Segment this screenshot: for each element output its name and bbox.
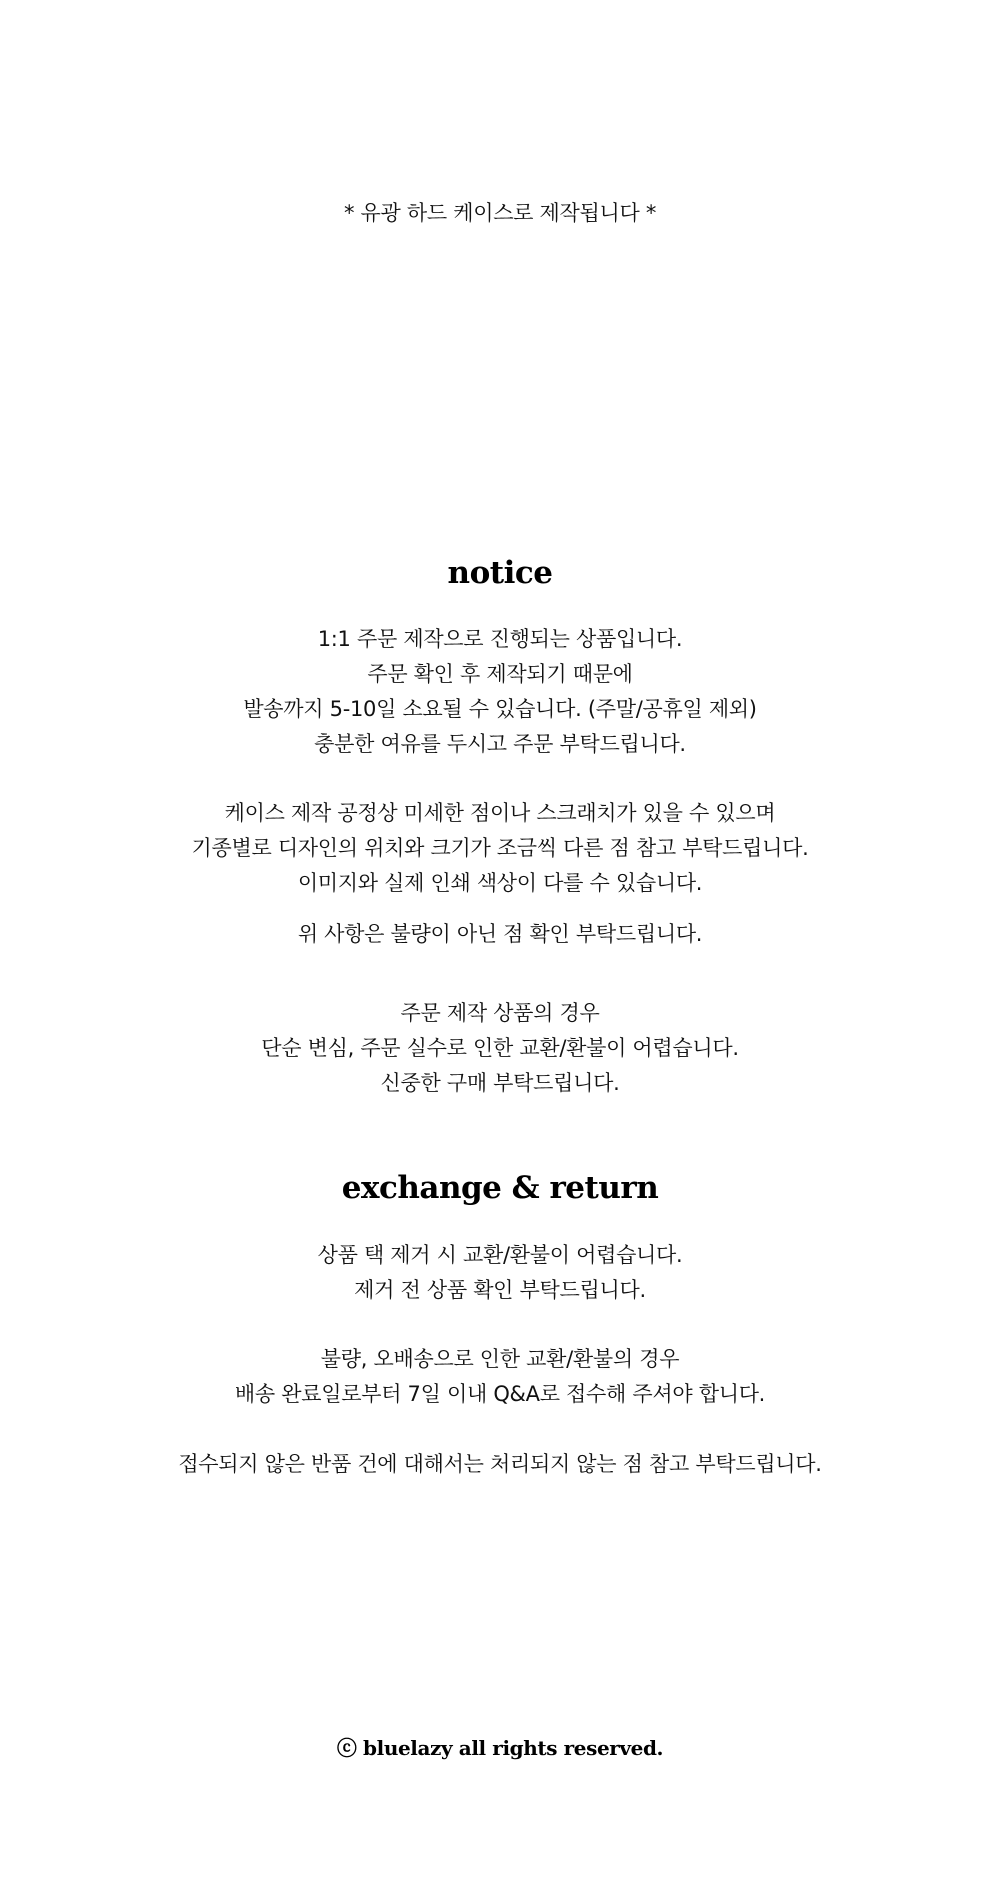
copyright-footer: ⓒ bluelazy all rights reserved. (336, 1736, 664, 1760)
exchange-line: 상품 택 제거 시 교환/환불이 어렵습니다. (317, 1243, 683, 1267)
notice-heading: notice (447, 555, 553, 591)
notice-line: 주문 확인 후 제작되기 때문에 (367, 662, 633, 686)
exchange-line: 배송 완료일로부터 7일 이내 Q&A로 접수해 주셔야 합니다. (234, 1382, 766, 1406)
case-note: * 유광 하드 케이스로 제작됩니다 * (343, 201, 657, 225)
notice-line: 위 사항은 불량이 아닌 점 확인 부탁드립니다. (297, 922, 703, 946)
notice-line: 케이스 제작 공정상 미세한 점이나 스크래치가 있을 수 있으며 (224, 801, 776, 825)
exchange-line: 접수되지 않은 반품 건에 대해서는 처리되지 않는 점 참고 부탁드립니다. (178, 1452, 822, 1476)
notice-line: 신중한 구매 부탁드립니다. (380, 1071, 620, 1095)
exchange-line: 제거 전 상품 확인 부탁드립니다. (354, 1278, 646, 1302)
notice-line: 단순 변심, 주문 실수로 인한 교환/환불이 어렵습니다. (261, 1036, 739, 1060)
notice-line: 주문 제작 상품의 경우 (400, 1001, 600, 1025)
notice-line: 충분한 여유를 두시고 주문 부탁드립니다. (314, 732, 686, 756)
notice-line: 기종별로 디자인의 위치와 크기가 조금씩 다른 점 참고 부탁드립니다. (191, 836, 809, 860)
notice-line: 이미지와 실제 인쇄 색상이 다를 수 있습니다. (297, 871, 703, 895)
exchange-heading: exchange & return (341, 1170, 659, 1206)
notice-line: 발송까지 5-10일 소요될 수 있습니다. (주말/공휴일 제외) (243, 697, 757, 721)
notice-line: 1:1 주문 제작으로 진행되는 상품입니다. (317, 627, 683, 651)
exchange-line: 불량, 오배송으로 인한 교환/환불의 경우 (320, 1347, 680, 1371)
